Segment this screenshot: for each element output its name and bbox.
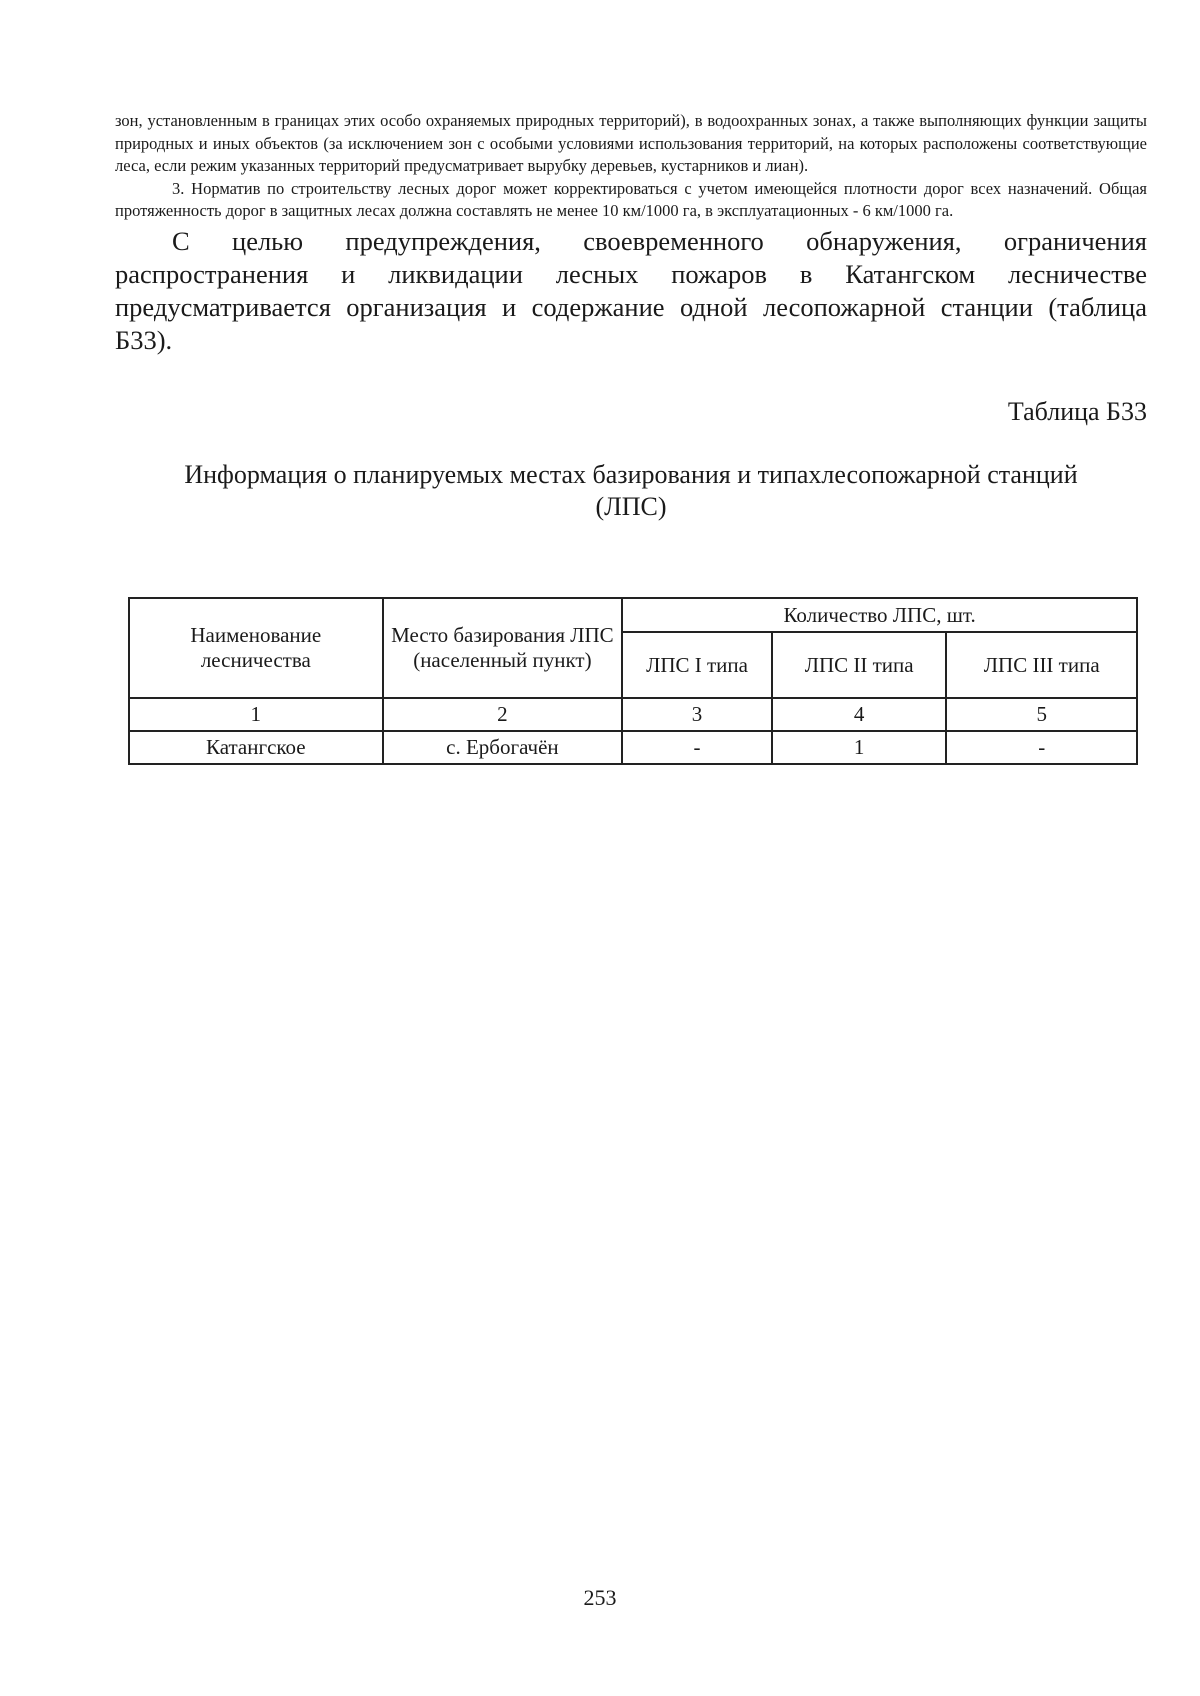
lps-table xyxy=(128,597,1138,765)
table-cell: 5 xyxy=(946,698,1137,731)
header-lps-type-3: ЛПС III типа xyxy=(946,632,1137,698)
paragraph-fire-station: С целью предупреждения, своевременного обнаружения, ограничения распространения и ликвидации лесных пожаров в Катангском лесничестве предусматривается организация и содержание одной лесопожарной станции (таблица Б33). xyxy=(115,225,1147,355)
page-number: 253 xyxy=(583,1585,617,1610)
table-cell: - xyxy=(622,731,772,764)
table-numbering-row xyxy=(129,698,1137,731)
table-caption xyxy=(115,459,1147,523)
table-header-row xyxy=(129,598,1137,632)
table-caption-line-2: (ЛПС) xyxy=(595,491,667,521)
table-cell: 4 xyxy=(772,698,947,731)
header-lps-count: Количество ЛПС, шт. xyxy=(622,598,1137,632)
table-cell: 2 xyxy=(383,698,623,731)
table-cell: - xyxy=(946,731,1137,764)
header-forestry-name: Наименование лесничества xyxy=(129,598,383,698)
page-body xyxy=(115,110,1147,523)
paragraph-road-norm: 3. Норматив по строительству лесных дорог может корректироваться с учетом имеющейся плотности дорог всех назначений. Общая протяженность дорог в защитных лесах должна составлять не менее 10 км/1000 га, в эксплуатационных - 6 км/1000 га. xyxy=(115,178,1147,220)
table-cell: 1 xyxy=(129,698,383,731)
table-cell: 3 xyxy=(622,698,772,731)
table-caption-line-1: Информация о планируемых местах базирования и типахлесопожарной станций xyxy=(184,459,1078,489)
table-cell: с. Ербогачён xyxy=(383,731,623,764)
table-row xyxy=(129,731,1137,764)
table-cell: Катангское xyxy=(129,731,383,764)
header-lps-type-1: ЛПС I типа xyxy=(622,632,772,698)
table-cell: 1 xyxy=(772,731,947,764)
header-base-location: Место базирования ЛПС (населенный пункт) xyxy=(383,598,623,698)
paragraph-zones: зон, установленным в границах этих особо охраняемых природных территорий), в водоохранных зонах, а также выполняющих функции защиты природных и иных объектов (за исключением зон с особыми условиями использования территорий, на которых расположены соответствующие леса, если режим указанных территорий предусматривает вырубку деревьев, кустарников и лиан). xyxy=(115,111,1147,175)
table-label: Таблица Б33 xyxy=(1007,396,1147,426)
header-lps-type-2: ЛПС II типа xyxy=(772,632,947,698)
